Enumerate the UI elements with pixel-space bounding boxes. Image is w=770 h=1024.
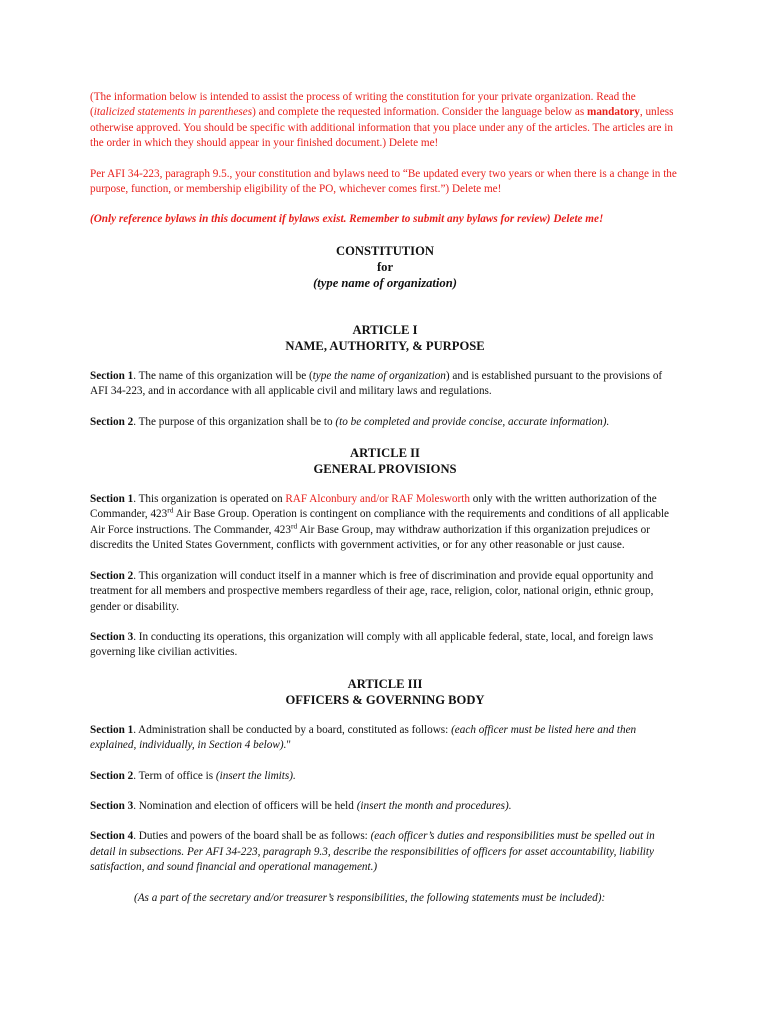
section-text: . In conducting its operations, this organization will comply with all applicable federal, state, local, and foreign laws governing like civilian activities.	[90, 630, 654, 659]
intro-text: ) and complete the requested information. Consider the language below as	[252, 106, 588, 119]
section-italic: (to be completed and provide concise, accurate information).	[335, 415, 610, 428]
article-3-section-4	[90, 829, 680, 875]
article-3-heading	[90, 676, 680, 708]
title-line: CONSTITUTION	[336, 243, 434, 258]
title-org-name: (type name of organization)	[313, 275, 457, 290]
article-3-section-4-note: (As a part of the secretary and/or treasurer’s responsibilities, the following statements must be included):	[134, 891, 606, 904]
section-text: "	[286, 739, 291, 752]
article-number: ARTICLE II	[350, 446, 420, 461]
section-text: Air Base Group, may withdraw authorization if this organization prejudices or discredits the United States Government, conflicts with government activities, or for any other reasonable or just cause.	[90, 523, 650, 552]
intro-instructions	[90, 90, 680, 152]
intro-text: , unless otherwise approved. You should be specific with additional information that you place under any of the articles. The articles are in the order in which they should appear in your finished document.) Delete me!	[90, 106, 674, 150]
intro-bold: mandatory	[587, 106, 640, 119]
section-text: . The name of this organization will be (	[133, 369, 313, 382]
article-3-section-2	[90, 769, 680, 784]
section-italic: (insert the limits).	[215, 769, 296, 782]
article-number: ARTICLE I	[352, 322, 418, 337]
section-text: Air Base Group. Operation is contingent on compliance with the requirements and conditions of all applicable Air Force instructions. The Commander, 423	[90, 508, 670, 536]
document-page	[90, 90, 680, 921]
section-label: Section 2	[90, 415, 134, 428]
ordinal-suffix: rd	[167, 505, 174, 515]
article-3-section-3	[90, 799, 680, 814]
section-italic: (each officer must be listed here and then explained, individually, in Section 4 below).	[90, 723, 637, 752]
section-italic: (insert the month and procedures).	[356, 799, 512, 812]
section-text: . Nomination and election of officers will be held	[133, 799, 357, 812]
section-italic: type the name of organization	[312, 369, 446, 382]
article-1-section-2	[90, 415, 680, 430]
intro-afi-note: Per AFI 34-223, paragraph 9.5., your constitution and bylaws need to “Be updated every two years or when there is a change in the purpose, function, or membership eligibility of the PO, whichever comes first.”) Delete me!	[90, 167, 677, 196]
article-3-section-1	[90, 723, 680, 754]
intro-italic: italicized statements in parentheses	[93, 106, 253, 119]
section-text: only with the written authorization of the Commander, 423	[90, 493, 657, 521]
section-label: Section 2	[90, 769, 134, 782]
article-title: OFFICERS & GOVERNING BODY	[285, 692, 485, 707]
section-italic: (each officer’s duties and responsibilities must be spelled out in detail in subsections. Per AFI 34-223, paragraph 9.3, describe the responsibilities of officers for asset accountability, liability satisfaction, and sound financial and operational management.)	[90, 830, 655, 874]
article-title: NAME, AUTHORITY, & PURPOSE	[285, 338, 485, 353]
constitution-title	[90, 243, 680, 291]
section-label: Section 1	[90, 723, 134, 736]
section-text: . Term of office is	[133, 769, 216, 782]
article-1-section-1	[90, 369, 680, 400]
article-1-heading	[90, 322, 680, 354]
intro-bylaws-note: (Only reference bylaws in this document if bylaws exist. Remember to submit any bylaws for review) Delete me!	[90, 213, 604, 226]
section-label: Section 3	[90, 630, 134, 643]
section-text: ) and is established pursuant to the provisions of AFI 34-223, and in accordance with all applicable civil and military laws and regulations.	[90, 369, 663, 398]
section-label: Section 4	[90, 830, 134, 843]
intro-text: (The information below is intended to assist the process of writing the constitution for your private organization. Read the (	[90, 91, 636, 119]
article-2-section-1	[90, 492, 680, 554]
ordinal-suffix: rd	[291, 521, 298, 531]
section-text: . This organization will conduct itself in a manner which is free of discrimination and provide equal opportunity and treatment for all members and prospective members regardless of their age, race, religion, color, national origin, ethnic group, gender or disability.	[90, 569, 654, 613]
section-text: . Administration shall be conducted by a board, constituted as follows:	[133, 723, 452, 736]
base-location: RAF Alconbury and/or RAF Molesworth	[285, 493, 470, 506]
section-label: Section 2	[90, 569, 134, 582]
title-line: for	[376, 259, 394, 274]
section-text: . This organization is operated on	[133, 493, 286, 506]
article-title: GENERAL PROVISIONS	[313, 462, 457, 477]
section-label: Section 1	[90, 493, 134, 506]
article-2-section-2	[90, 569, 680, 615]
section-label: Section 3	[90, 799, 134, 812]
section-text: . Duties and powers of the board shall be as follows:	[133, 830, 371, 843]
section-text: . The purpose of this organization shall be to	[133, 415, 336, 428]
article-number: ARTICLE III	[347, 676, 423, 691]
section-label: Section 1	[90, 369, 134, 382]
article-2-section-3	[90, 630, 680, 661]
article-2-heading	[90, 445, 680, 477]
